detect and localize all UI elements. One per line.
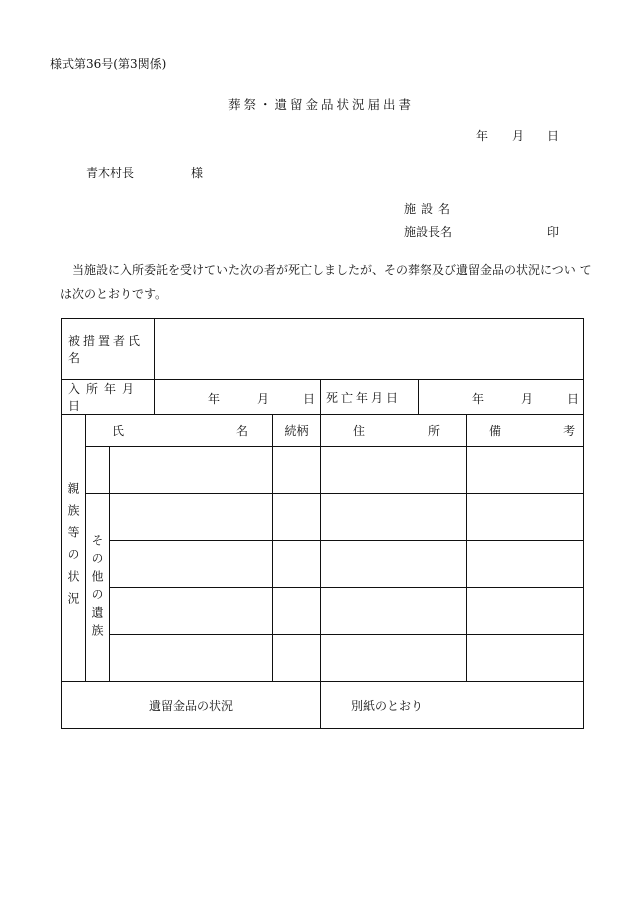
col-remarks-1: 備: [489, 424, 502, 438]
relatives-header-row: [62, 415, 584, 447]
other-bereaved-label: その他の遺族: [90, 533, 104, 642]
col-address-1: 住: [353, 424, 366, 438]
bereaved-remarks-field[interactable]: [467, 588, 584, 635]
other-bereaved-cell: [86, 494, 110, 682]
relatives-section-label: 親族等の状況: [66, 482, 80, 614]
addressee-honorific: 様: [191, 166, 204, 180]
bereaved-remarks-field[interactable]: [467, 494, 584, 541]
other-bereaved-row: [62, 541, 584, 588]
bereaved-name-field[interactable]: [110, 494, 273, 541]
bereaved-address-field[interactable]: [321, 635, 467, 682]
col-relationship-header: 続柄: [273, 415, 321, 447]
seal-label: 印: [547, 225, 560, 239]
bereaved-relationship-field[interactable]: [273, 588, 321, 635]
relative-blank-cell: [86, 447, 110, 494]
col-address-header: [321, 415, 467, 447]
bereaved-name-field[interactable]: [110, 588, 273, 635]
addressee-name: 青木村長: [86, 166, 135, 180]
form-number: 様式第36号(第3関係): [50, 57, 167, 71]
document-title: 葬祭・遺留金品状況届出書: [228, 97, 415, 112]
relatives-row: [62, 447, 584, 494]
effects-value[interactable]: 別紙のとおり: [321, 682, 584, 729]
relatives-section-cell: [62, 415, 86, 682]
intro-line-1: 当施設に入所委託を受けていた次の者が死亡しましたが、その葬祭及び遺留金品の状況につい て: [72, 263, 592, 277]
relative-address-field[interactable]: [321, 447, 467, 494]
other-bereaved-row: [62, 635, 584, 682]
effects-row: [62, 682, 584, 729]
col-name-1: 氏: [112, 424, 125, 438]
col-name-2: 名: [236, 424, 249, 438]
other-bereaved-row: [62, 588, 584, 635]
relative-remarks-field[interactable]: [467, 447, 584, 494]
deceased-name-field[interactable]: [155, 319, 584, 380]
death-day: 日: [567, 392, 580, 406]
relative-name-field[interactable]: [110, 447, 273, 494]
death-date-field[interactable]: [419, 380, 584, 415]
bereaved-remarks-field[interactable]: [467, 541, 584, 588]
effects-label: 遺留金品の状況: [62, 682, 321, 729]
col-remarks-2: 考: [563, 424, 576, 438]
death-date-label: 死亡年月日: [321, 380, 419, 415]
report-form-table: [61, 318, 584, 729]
death-month: 月: [521, 392, 534, 406]
col-remarks-header: [467, 415, 584, 447]
admission-date-field[interactable]: [155, 380, 321, 415]
bereaved-relationship-field[interactable]: [273, 635, 321, 682]
intro-line-2: は次のとおりです。: [60, 287, 168, 301]
admission-month: 月: [257, 392, 270, 406]
deceased-name-row: [62, 319, 584, 380]
bereaved-address-field[interactable]: [321, 494, 467, 541]
date-day: 日: [547, 129, 560, 143]
deceased-name-label: 被措置者氏名: [62, 319, 155, 380]
admission-date-label: 入所年月日: [62, 380, 155, 415]
bereaved-remarks-field[interactable]: [467, 635, 584, 682]
bereaved-name-field[interactable]: [110, 541, 273, 588]
col-address-2: 所: [428, 424, 441, 438]
bereaved-relationship-field[interactable]: [273, 494, 321, 541]
date-month: 月: [512, 129, 525, 143]
bereaved-address-field[interactable]: [321, 541, 467, 588]
admission-year: 年: [208, 392, 221, 406]
relative-relationship-field[interactable]: [273, 447, 321, 494]
col-name-header: [86, 415, 273, 447]
bereaved-address-field[interactable]: [321, 588, 467, 635]
death-year: 年: [472, 392, 485, 406]
facility-head-label: 施設長名: [404, 225, 453, 239]
other-bereaved-row: [62, 494, 584, 541]
dates-row: [62, 380, 584, 415]
bereaved-name-field[interactable]: [110, 635, 273, 682]
date-year: 年: [476, 129, 489, 143]
admission-day: 日: [303, 392, 316, 406]
bereaved-relationship-field[interactable]: [273, 541, 321, 588]
facility-name-label: 施設名: [404, 202, 456, 216]
